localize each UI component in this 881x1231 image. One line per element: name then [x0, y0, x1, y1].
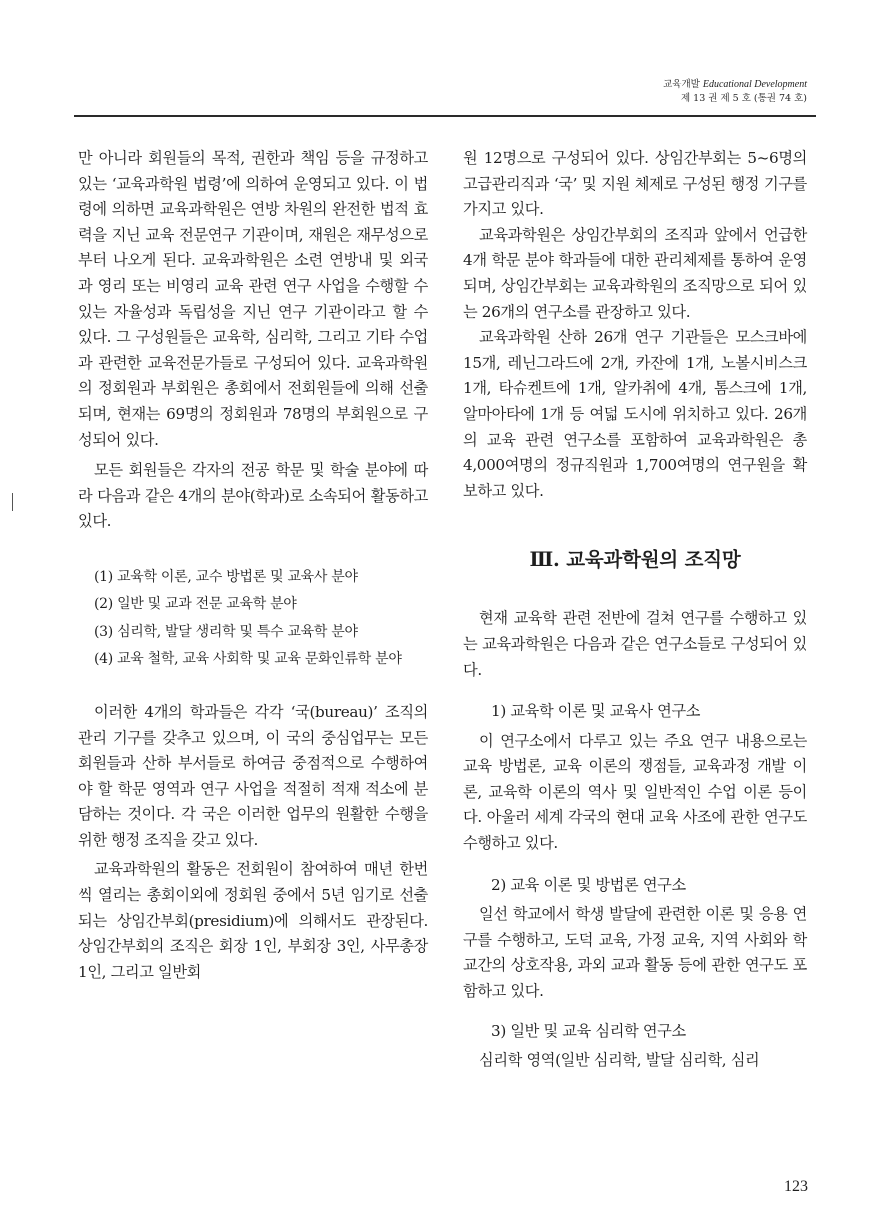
paragraph: 교육과학원 산하 26개 연구 기관들은 모스크바에 15개, 레닌그라드에 2개, 카잔에 1개, 노볼시비스크 1개, 타슈켄트에 1개, 알카취에 4개, 톰스크에 1개, 알마아타에 1개 등 여덟 도시에 위치하고 있다. 26개의 교육 관련 연구소를 포함하여 교육과학원은 총 4,000여명의 정규직원과 1,700여명의 연구원을 확보하고 있다.: [463, 328, 807, 500]
paragraph: 심리학 영역(일반 심리학, 발달 심리학, 심리: [479, 1051, 760, 1070]
paragraph: 현재 교육학 관련 전반에 걸쳐 연구를 수행하고 있는 교육과학원은 다음과 같은 연구소들로 구성되어 있다.: [463, 609, 807, 679]
paragraph: 일선 학교에서 학생 발달에 관련한 이론 및 응용 연구를 수행하고, 도덕 교육, 가정 교육, 지역 사회와 학교간의 상호작용, 과외 교과 활동 등에 관한 연구도 포함하고 있다.: [463, 905, 807, 1001]
subsection-heading: 1) 교육학 이론 및 교육사 연구소: [491, 702, 701, 721]
journal-title-en: Educational Development: [702, 79, 807, 90]
paragraph: 교육과학원은 상임간부회의 조직과 앞에서 언급한 4개 학문 분야 학과들에 대한 관리체제를 통하여 운영되며, 상임간부회는 교육과학원의 조직망으로 되어 있는 26개의 연구소를 관장하고 있다.: [463, 225, 807, 321]
paragraph: 이 연구소에서 다루고 있는 주요 연구 내용으로는 교육 방법론, 교육 이론의 쟁점들, 교육과정 개발 이론, 교육학 이론의 역사 및 일반적인 수업 이론 등이다. 아울러 세계 각국의 현대 교육 사조에 관한 연구도 수행하고 있다.: [463, 731, 807, 853]
section-heading: Ⅲ. 교육과학원의 조직망: [529, 548, 741, 572]
list-item: (4) 교육 철학, 교육 사회학 및 교육 문화인류학 분야: [94, 651, 402, 668]
journal-title-ko: 교육개발: [663, 79, 700, 90]
list-item: (3) 심리학, 발달 생리학 및 특수 교육학 분야: [94, 623, 358, 640]
paragraph: 만 아니라 회원들의 목적, 권한과 책임 등을 규정하고 있는 ‘교육과학원 법령’에 의하여 운영되고 있다. 이 법령에 의하면 교육과학원은 연방 차원의 완전한 법적 효력을 지닌 교육 전문연구 기관이며, 재원은 재무성으로부터 나오게 된다. 교육과학원은 소련 연방내 및 외국과 영리 또는 비영리 교육 관련 연구 사업을 수행할 수 있는 자율성과 독립성을 지닌 연구 기관이라고 할 수 있다. 그 구성원들은 교육학, 심리학, 그리고 기타 수업과 관련한 교육전문가들로 구성되어 있다. 교육과학원의 정회원과 부회원은 총회에서 전회원들에 의해 선출되며, 현재는 69명의 정회원과 78명의 부회원으로 구성되어 있다.: [78, 149, 428, 449]
field-list: [78, 564, 428, 674]
running-header: [663, 78, 807, 106]
paragraph: 모든 회원들은 각자의 전공 학문 및 학술 분야에 따라 다음과 같은 4개의 분야(학과)로 소속되어 활동하고 있다.: [78, 461, 428, 531]
list-item: (2) 일반 및 교과 전문 교육학 분야: [94, 596, 297, 613]
page-number: 123: [784, 1178, 808, 1195]
issue-info: 제 13 권 제 5 호 (통권 74 호): [680, 93, 807, 104]
paragraph: 이러한 4개의 학과들은 각각 ‘국(bureau)’ 조직의 관리 기구를 갖추고 있으며, 이 국의 중심업무는 모든 회원들과 산하 부서들로 하여금 중점적으로 수행하여야 할 학문 영역과 연구 사업을 적절히 적재 적소에 분담하는 것이다. 각 국은 이러한 업무의 원활한 수행을 위한 행정 조직을 갖고 있다.: [78, 702, 428, 849]
paragraph: 교육과학원의 활동은 전회원이 참여하여 매년 한번씩 열리는 총회이외에 정회원 중에서 5년 임기로 선출되는 상임간부회(presidium)에 의해서도 관장된다. 상임간부회의 조직은 회장 1인, 부회장 3인, 사무총장 1인, 그리고 일반회: [78, 860, 428, 981]
list-item: (1) 교육학 이론, 교수 방법론 및 교육사 분야: [94, 568, 358, 585]
header-rule: [74, 115, 816, 117]
subsection-heading: 3) 일반 및 교육 심리학 연구소: [491, 1021, 686, 1040]
left-column: [78, 146, 428, 985]
journal-title: [663, 78, 807, 92]
paragraph: 원 12명으로 구성되어 있다. 상임간부회는 5~6명의 고급관리직과 ‘국’ 및 지원 체제로 구성된 행정 기구를 가지고 있다.: [463, 149, 807, 219]
right-column: [463, 146, 807, 1074]
subsection-heading: 2) 교육 이론 및 방법론 연구소: [491, 875, 686, 894]
margin-mark: [12, 493, 13, 511]
